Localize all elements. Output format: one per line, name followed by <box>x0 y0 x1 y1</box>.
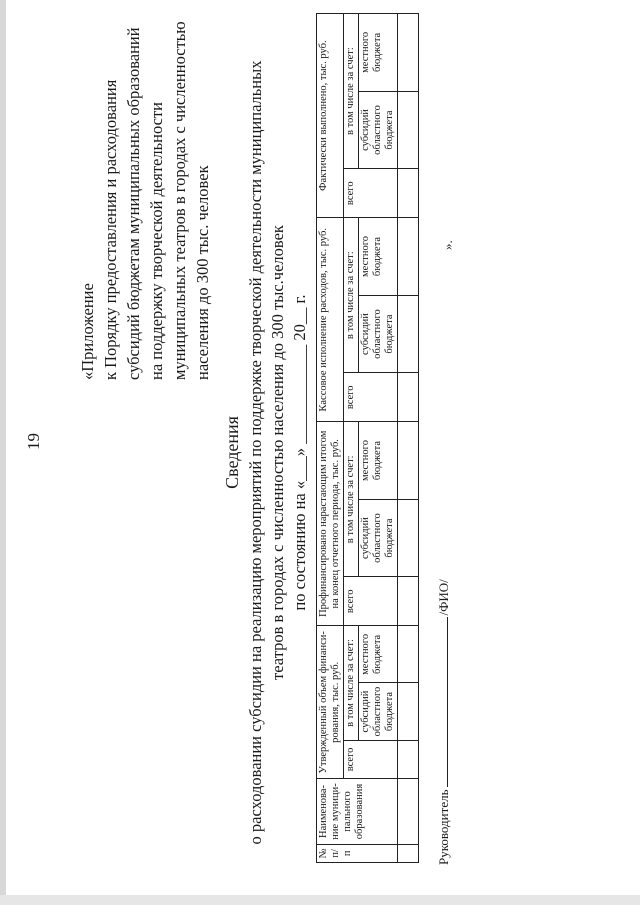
closing-quote-mark: ». <box>440 240 455 250</box>
appendix-line: субсидий бюджетам муниципальных образований <box>124 27 143 380</box>
header-actual: Фактически выполнено, тыс. руб. <box>317 14 344 218</box>
header-regional-subsidy: субсидий областного бюджета <box>359 683 398 740</box>
header-local-budget: местного бюджета <box>359 626 398 683</box>
header-including: в том числе за счет: <box>344 218 359 373</box>
header-num: № п/п <box>317 844 398 862</box>
header-regional-subsidy: субсидий областного бюджета <box>359 295 398 373</box>
header-including: в том числе за счет: <box>344 14 359 169</box>
document-subtitle-line2: театров в городах с численностью населения до 300 тыс.человек <box>268 225 287 680</box>
table-cell <box>398 844 419 862</box>
document-subtitle: о расходовании субсидии на реализацию мероприятий по поддержке творческой деятельности муниципальных <box>246 60 265 845</box>
header-approved: Утвержденный объем финанси-рования, тыс. руб. <box>317 626 344 779</box>
table-cell <box>398 14 419 92</box>
header-local-budget: местного бюджета <box>359 422 398 500</box>
table-cell <box>398 626 419 683</box>
report-date-line: по состоянию на «___» ____________ 20__ г. <box>290 294 309 611</box>
table-cell <box>398 499 419 577</box>
table-cell <box>398 577 419 626</box>
table-cell <box>398 169 419 218</box>
header-total: всего <box>344 169 398 218</box>
appendix-block <box>76 20 214 380</box>
header-local-budget: местного бюджета <box>359 14 398 92</box>
header-total: всего <box>344 740 398 779</box>
appendix-line: населения до 300 тыс. человек <box>193 165 212 380</box>
page-number: 19 <box>24 433 43 450</box>
appendix-line: к Порядку предоставления и расходования <box>101 79 120 380</box>
appendix-line: муниципальных театров в городах с численностью <box>170 21 189 380</box>
report-table <box>316 13 419 863</box>
header-regional-subsidy: субсидий областного бюджета <box>359 91 398 169</box>
signature-line <box>436 579 452 865</box>
header-total: всего <box>344 373 398 422</box>
table-cell <box>398 218 419 296</box>
appendix-line: на поддержку творческой деятельности <box>147 102 166 380</box>
table-cell <box>398 422 419 500</box>
header-local-budget: местного бюджета <box>359 218 398 296</box>
header-cash-execution: Кассовое исполнение расходов, тыс. руб. <box>317 218 344 422</box>
document-title: Сведения <box>222 416 242 489</box>
table-cell <box>398 779 419 844</box>
signature-blank <box>447 618 448 788</box>
table-row <box>398 14 419 863</box>
table-cell <box>398 295 419 373</box>
header-total: всего <box>344 577 398 626</box>
table-cell <box>398 683 419 740</box>
header-including: в том числе за счет: <box>344 626 359 740</box>
header-municipality: Наименова-ние муници-пального образования <box>317 779 398 844</box>
table-cell <box>398 373 419 422</box>
table-cell <box>398 740 419 779</box>
signature-fio: /ФИО/ <box>436 579 451 616</box>
table-cell <box>398 91 419 169</box>
header-including: в том числе за счет: <box>344 422 359 577</box>
signature-label: Руководитель <box>436 789 451 865</box>
header-financed: Профинансировано нарастающим итогом на конец отчетного периода, тыс. руб. <box>317 422 344 626</box>
header-regional-subsidy: субсидий областного бюджета <box>359 499 398 577</box>
appendix-line: «Приложение <box>78 283 97 380</box>
